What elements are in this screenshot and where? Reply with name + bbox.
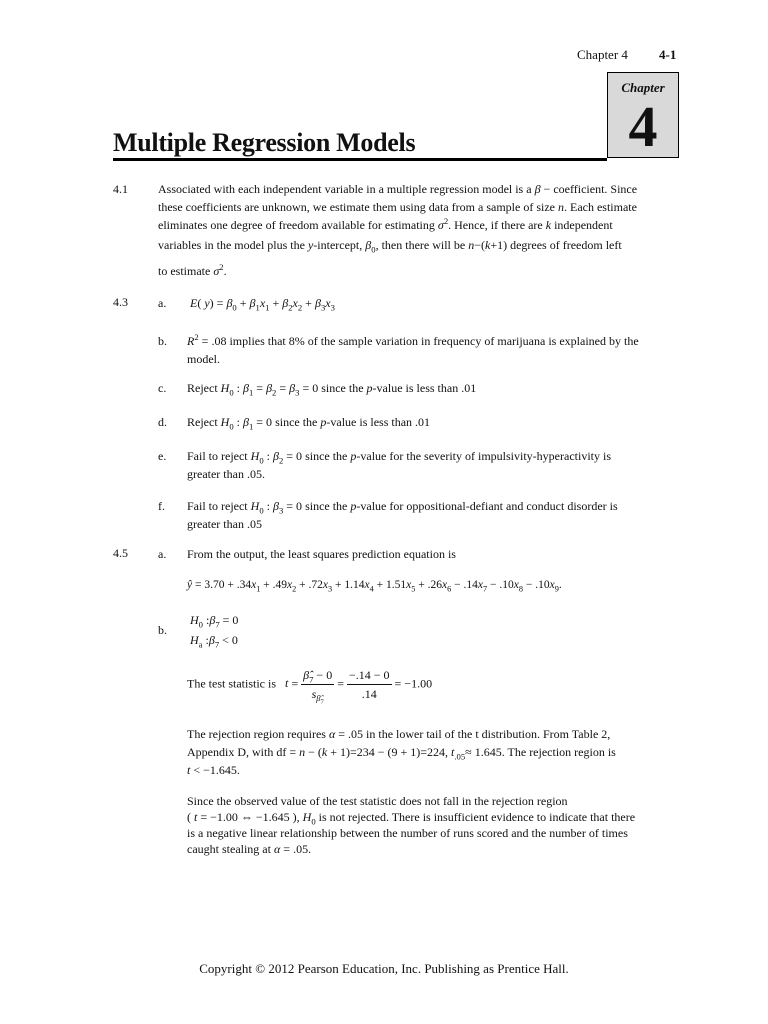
copyright-footer: Copyright © 2012 Pearson Education, Inc. Publishing as Prentice Hall. (199, 961, 569, 976)
conclusion: Since the observed value of the test statistic does not fall in the rejection region ( t = −1.00 ⇔ −1.645 ), $H_0$ is not rejected. There is insufficient evidence to indicate that there is a negative linear relationship between the number of runs scored and the number of times caught stealing at α = .05. (187, 793, 682, 857)
part-c-post: since the (321, 381, 364, 395)
part-f-post: since the (305, 499, 348, 513)
part-label: b. (158, 623, 167, 637)
part-c-pre: Reject (187, 381, 218, 395)
conc-line1: Since the observed value of the test statistic does not fall in the rejection region (187, 794, 568, 808)
part-label: a. (158, 547, 167, 561)
ex41-line2b: . Each estimate (563, 200, 637, 214)
rr-line2a: Appendix D, with df (187, 745, 287, 759)
ex41-line4b: -intercept, (313, 238, 363, 252)
chapter-box-number: 4 (628, 94, 658, 159)
test-stat-label: The test statistic is (187, 676, 276, 691)
part-c-post2: -value is less than .01 (372, 381, 477, 395)
part-label: b. (158, 334, 167, 348)
part-d-post: since the (275, 415, 318, 429)
part-e-line2: greater than .05. (187, 467, 265, 481)
part-e-pre: Fail to reject (187, 449, 248, 463)
conc-line3: is a negative linear relationship between the number of runs scored and the number of times (187, 826, 628, 840)
ex41-line4c: , then there will be (375, 238, 466, 252)
hypotheses: $H_0$ $:\beta_7 = 0$ $H_a$ $:\beta_7 < 0$ (190, 613, 239, 650)
part-f-text: Fail to reject $H_0$ : $\beta_3 = 0$ since the p-value for oppositional-defiant and conduct disorder is greater than .05 (187, 497, 677, 533)
title-rule (113, 158, 607, 161)
part-a-text: From the output, the least squares prediction equation is (187, 547, 456, 561)
part-f-post2: -value for oppositional-defiant and conduct disorder is (356, 499, 618, 513)
part-label: c. (158, 381, 167, 395)
ex41-line3a: eliminates one degree of freedom available for estimating (158, 218, 435, 232)
exercise-4-1-text: Associated with each independent variable in a multiple regression model is a β − coefficient. Since these coefficients are unknown, we estimate them using data from a sample of size n. Each estimate eliminates one degree of freedom available for estimating $\sigma^2$. Hence, if there are k independent variables in the model plus the y-intercept, $\beta_0$, then there will be n−(k+1) degrees of freedom left to estimate $\sigma^2$. (158, 182, 638, 278)
part-e-text: Fail to reject $H_0$ : $\beta_2 = 0$ since the p-value for the severity of impulsivity-hyperactivity is greater than .05. (187, 447, 677, 483)
part-c-text: Reject $H_0$ : $\beta_1 = \beta_2 = \beta_3 = 0$ since the p-value is less than .01 (187, 381, 477, 398)
part-e-post: since the (305, 449, 348, 463)
part-f-pre: Fail to reject (187, 499, 248, 513)
chapter-box-label: Chapter (621, 80, 665, 95)
page-number: 4-1 (659, 47, 677, 62)
ex41-line1b: coefficient. Since (553, 182, 638, 196)
conc-line2b: is not rejected. There is insufficient evidence to indicate that there (318, 810, 636, 824)
ex41-line4d: degrees of freedom left (510, 238, 622, 252)
running-header-chapter: Chapter 4 (577, 47, 628, 62)
rr-line1a: The rejection region requires (187, 727, 326, 741)
page-title: Multiple Regression Models (113, 128, 416, 157)
ex41-line4a: variables in the model plus the (158, 238, 305, 252)
rejection-region: The rejection region requires α = .05 in the lower tail of the t distribution. From Table 2, Appendix D, with df = n − (k + 1)=234 − (9 + 1)=224, $t_{.05}\approx 1.645$. The rejection region is t < −1.645. (187, 727, 616, 777)
ex41-line3c: independent (554, 218, 613, 232)
rr-line1b: in the lower tail of the t distribution. From Table 2, (366, 727, 611, 741)
test-statistic: The test statistic is t = $\frac{\betâ_7 - 0}{s_{\betâ_7}}$ = $\frac{-.14 - 0}{.14}$ = −1.00 (187, 668, 433, 707)
part-label: a. (158, 296, 167, 310)
part-label: e. (158, 449, 167, 463)
r2-text-line2: model. (187, 352, 220, 366)
chapter-box (607, 72, 679, 158)
part-d-text: Reject $H_0$ : $\beta_1 = 0$ since the p-value is less than .01 (187, 415, 431, 432)
part-f-line2: greater than .05 (187, 517, 262, 531)
exercise-number: 4.1 (113, 182, 128, 196)
part-label: f. (158, 499, 165, 513)
part-b-text: $R^2 = .08$ implies that 8% of the sample variation in frequency of marijuana is explained by the model. (187, 332, 677, 368)
rr-line2b: The rejection region is (507, 745, 616, 759)
part-e-post2: -value for the severity of impulsivity-hyperactivity is (356, 449, 611, 463)
part-label: d. (158, 415, 167, 429)
conc-line4a: caught stealing at (187, 842, 271, 856)
ex41-line2a: these coefficients are unknown, we estimate them using data from a sample of size (158, 200, 555, 214)
exercise-number: 4.3 (113, 295, 128, 309)
ex41-line5a: to estimate (158, 264, 211, 278)
exercise-number: 4.5 (113, 546, 128, 560)
model-equation: E( $y) = \beta_0 + \beta_1x_1 + \beta_2x_2 + \beta_3x_3$ (190, 296, 335, 313)
ex41-line1a: Associated with each independent variable in a multiple regression model is a (158, 182, 532, 196)
part-d-pre: Reject (187, 415, 218, 429)
part-d-post2: -value is less than .01 (326, 415, 431, 429)
ex41-line3b: . Hence, if there are (448, 218, 543, 232)
r2-text: .08 implies that 8% of the sample variation in frequency of marijuana is explained by the (211, 334, 639, 348)
prediction-equation: ŷ = $3.70 + .34x_1 + .49x_2 + .72x_3 + 1.14x_4 + 1.51x_5 + .26x_6 - .14x_7 - .10x_8 - .10x_9$. (187, 579, 562, 594)
